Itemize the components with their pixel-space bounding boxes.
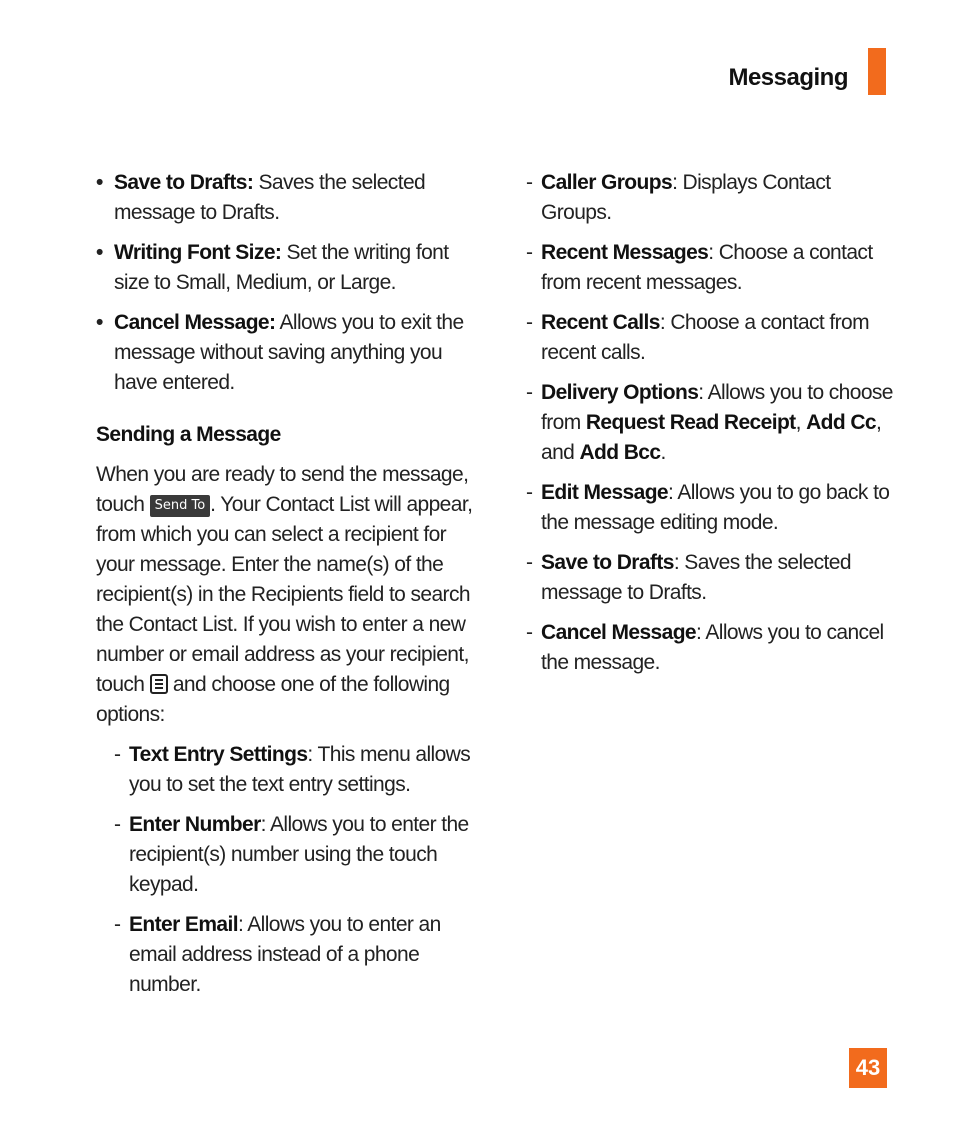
item-label: Recent Calls [541, 311, 660, 334]
item-label: Save to Drafts: [114, 171, 254, 194]
item-option: Request Read Receipt [585, 411, 796, 434]
item-text: , and [541, 411, 882, 464]
list-item [96, 168, 476, 228]
list-item [526, 478, 896, 538]
item-text: : Choose a contact from recent calls. [541, 311, 870, 364]
list-item [526, 378, 896, 468]
item-label: Text Entry Settings [129, 743, 308, 766]
item-label: Cancel Message: [114, 311, 276, 334]
item-text: : Allows you to enter an email address instead of a phone number. [129, 913, 441, 996]
item-label: Delivery Options [541, 381, 699, 404]
item-text: : Displays Contact Groups. [541, 171, 831, 224]
intro-text: . Your Contact List will appear, from which you can select a recipient for your message. Enter the name(s) of the recipient(s) in the Recipients field to search the Contact List. If you wish to enter a new number or email address as your recipient, touch [96, 493, 473, 696]
section-title: Messaging [728, 64, 848, 91]
item-text: : Allows you to choose from [541, 381, 893, 434]
item-text: : Choose a contact from recent messages. [541, 241, 873, 294]
subsection-heading: Sending a Message [96, 423, 281, 446]
item-text: : Allows you to cancel the message. [541, 621, 884, 674]
right-column [526, 168, 896, 688]
list-item [114, 740, 476, 800]
list-item [114, 810, 476, 900]
page-number: 43 [849, 1048, 887, 1088]
menu-icon [150, 674, 168, 694]
list-item [526, 548, 896, 608]
item-text: Set the writing font size to Small, Medium, or Large. [114, 241, 449, 294]
item-label: Save to Drafts [541, 551, 674, 574]
list-item [96, 238, 476, 298]
intro-paragraph [96, 460, 476, 730]
section-accent-bar [868, 48, 886, 95]
intro-text: When you are ready to send the message, touch [96, 463, 469, 516]
item-option: Add Cc [806, 411, 876, 434]
list-item [526, 238, 896, 298]
intro-text: and choose one of the following options: [96, 673, 450, 726]
list-item [96, 308, 476, 398]
send-to-button: Send To [150, 495, 211, 517]
list-item [526, 168, 896, 228]
item-option: Add Bcc [579, 441, 661, 464]
item-text: : This menu allows you to set the text entry settings. [129, 743, 471, 796]
list-item [526, 618, 896, 678]
item-text: Saves the selected message to Drafts. [114, 171, 426, 224]
item-text: Allows you to exit the message without saving anything you have entered. [114, 311, 464, 394]
item-text: : Allows you to enter the recipient(s) number using the touch keypad. [129, 813, 469, 896]
item-text: : Allows you to go back to the message editing mode. [541, 481, 890, 534]
item-text: : Saves the selected message to Drafts. [541, 551, 851, 604]
item-text: , [795, 411, 807, 434]
item-label: Caller Groups [541, 171, 673, 194]
item-label: Recent Messages [541, 241, 709, 264]
list-item [114, 910, 476, 1000]
item-label: Enter Email [129, 913, 238, 936]
list-item [526, 308, 896, 368]
item-label: Edit Message [541, 481, 669, 504]
item-label: Cancel Message [541, 621, 697, 644]
left-column [96, 168, 476, 1010]
item-label: Writing Font Size: [114, 241, 282, 264]
item-text: . [660, 441, 666, 464]
item-label: Enter Number [129, 813, 261, 836]
